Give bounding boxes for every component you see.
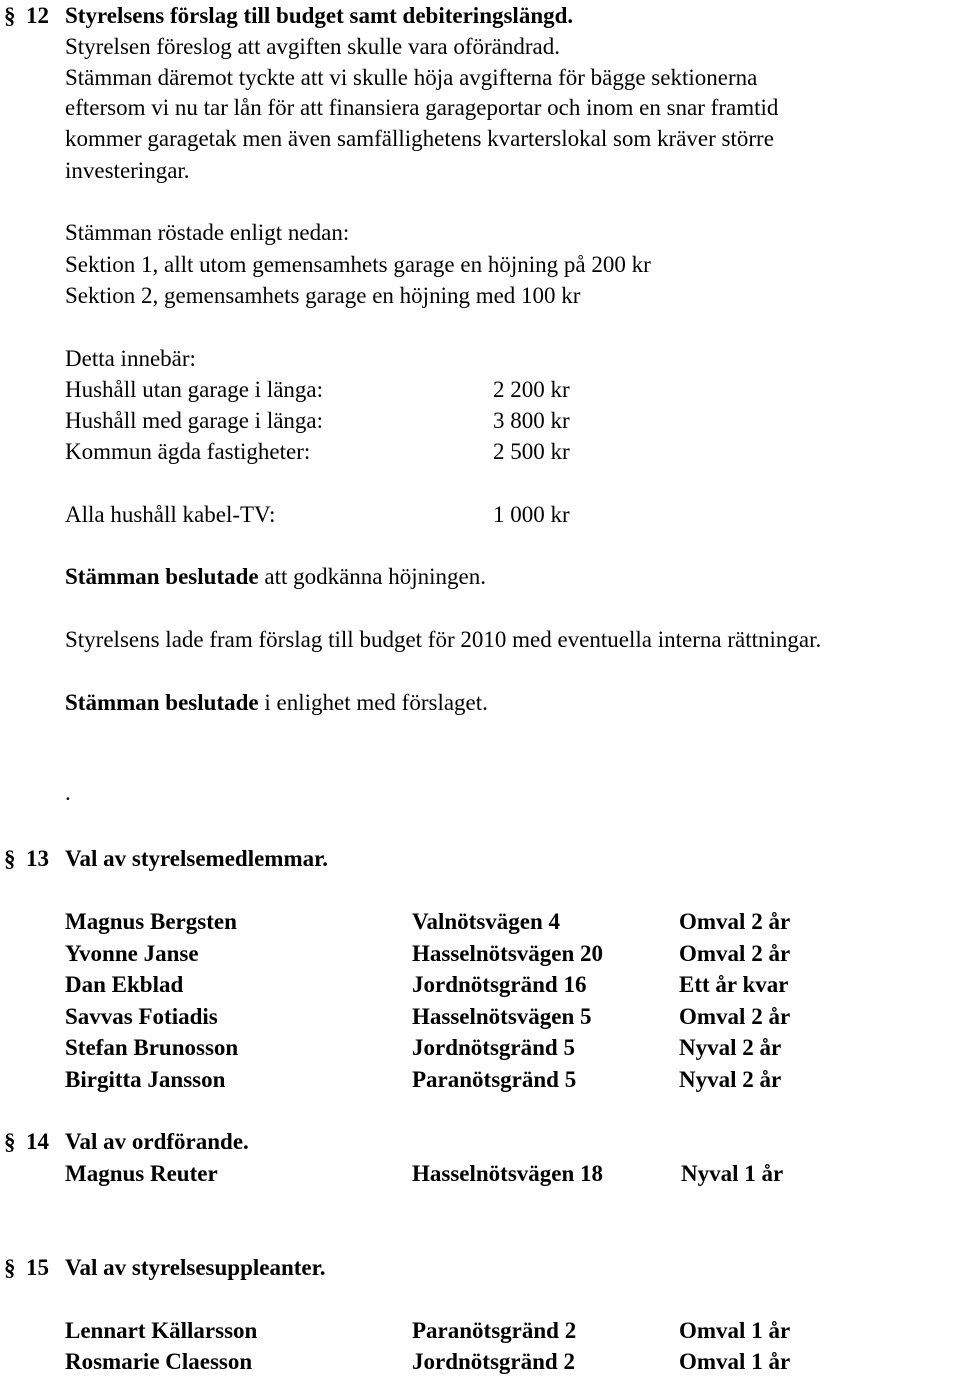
deputy-name: Lennart Källarsson [65, 1318, 258, 1343]
section-13-heading [4, 845, 328, 873]
fee-amount: 3 800 kr [493, 408, 570, 433]
vote-line: Stämman röstade enligt nedan: [65, 220, 350, 245]
vote-line: Sektion 1, allt utom gemensamhets garage en höjning på 200 kr [65, 252, 651, 277]
decision-bold: Stämman beslutade [65, 564, 259, 589]
decision-line [65, 689, 488, 717]
member-name: Yvonne Janse [65, 941, 199, 966]
means-label: Detta innebär: [65, 346, 196, 371]
decision-text: att godkänna höjningen. [258, 564, 487, 589]
section-symbol: § [4, 3, 16, 28]
decision-line [65, 563, 486, 591]
section-symbol: § [4, 846, 16, 871]
member-status: Nyval 2 år [679, 1035, 782, 1060]
section-15-heading [4, 1254, 325, 1282]
section-number: 13 [26, 846, 49, 871]
member-address: Jordnötsgränd 16 [412, 972, 587, 997]
member-address: Valnötsvägen 4 [412, 909, 561, 934]
section-symbol: § [4, 1129, 16, 1154]
chair-status: Nyval 1 år [681, 1161, 784, 1186]
budget-line: Styrelsens lade fram förslag till budget för 2010 med eventuella interna rättningar. [65, 627, 822, 652]
member-name: Magnus Bergsten [65, 909, 237, 934]
section-number: 12 [26, 3, 49, 28]
fee-label: Hushåll med garage i länga: [65, 408, 324, 433]
fee-amount: 2 500 kr [493, 439, 570, 464]
deputy-status: Omval 1 år [679, 1349, 791, 1374]
deputy-status: Omval 1 år [679, 1318, 791, 1343]
paragraph-line: eftersom vi nu tar lån för att finansiera garageportar och inom en snar framtid [65, 95, 779, 120]
paragraph-line: Stämman däremot tyckte att vi skulle höja avgifterna för bägge sektionerna [65, 65, 758, 90]
member-name: Birgitta Jansson [65, 1067, 226, 1092]
member-address: Paranötsgränd 5 [412, 1067, 577, 1092]
fee-label: Alla hushåll kabel-TV: [65, 502, 276, 527]
deputy-address: Jordnötsgränd 2 [412, 1349, 575, 1374]
section-symbol: § [4, 1255, 16, 1280]
member-status: Ett år kvar [679, 972, 789, 997]
deputy-name: Rosmarie Claesson [65, 1349, 253, 1374]
decision-bold: Stämman beslutade [65, 690, 259, 715]
member-status: Omval 2 år [679, 1004, 791, 1029]
section-14-heading [4, 1128, 249, 1156]
fee-amount: 1 000 kr [493, 502, 570, 527]
member-address: Hasselnötsvägen 5 [412, 1004, 592, 1029]
member-name: Savvas Fotiadis [65, 1004, 218, 1029]
member-status: Omval 2 år [679, 909, 791, 934]
section-number: 15 [26, 1255, 49, 1280]
member-status: Nyval 2 år [679, 1067, 782, 1092]
deputy-address: Paranötsgränd 2 [412, 1318, 577, 1343]
section-12-heading [4, 2, 573, 30]
member-address: Jordnötsgränd 5 [412, 1035, 575, 1060]
fee-amount: 2 200 kr [493, 377, 570, 402]
vote-line: Sektion 2, gemensamhets garage en höjning med 100 kr [65, 283, 581, 308]
section-title: Val av styrelsemedlemmar. [65, 846, 328, 871]
stray-dot: . [65, 780, 71, 805]
member-name: Dan Ekblad [65, 972, 184, 997]
section-number: 14 [26, 1129, 49, 1154]
paragraph-line: Styrelsen föreslog att avgiften skulle vara oförändrad. [65, 34, 560, 59]
member-status: Omval 2 år [679, 941, 791, 966]
paragraph-line: kommer garagetak men även samfällighetens kvarterslokal som kräver större [65, 126, 774, 151]
chair-name: Magnus Reuter [65, 1161, 218, 1186]
section-title: Val av ordförande. [65, 1129, 249, 1154]
fee-label: Hushåll utan garage i länga: [65, 377, 324, 402]
section-title: Val av styrelsesuppleanter. [65, 1255, 326, 1280]
fee-label: Kommun ägda fastigheter: [65, 439, 311, 464]
chair-address: Hasselnötsvägen 18 [412, 1161, 604, 1186]
section-title: Styrelsens förslag till budget samt debiteringslängd. [65, 3, 574, 28]
member-name: Stefan Brunosson [65, 1035, 239, 1060]
decision-text: i enlighet med förslaget. [258, 690, 488, 715]
member-address: Hasselnötsvägen 20 [412, 941, 604, 966]
paragraph-line: investeringar. [65, 158, 190, 183]
